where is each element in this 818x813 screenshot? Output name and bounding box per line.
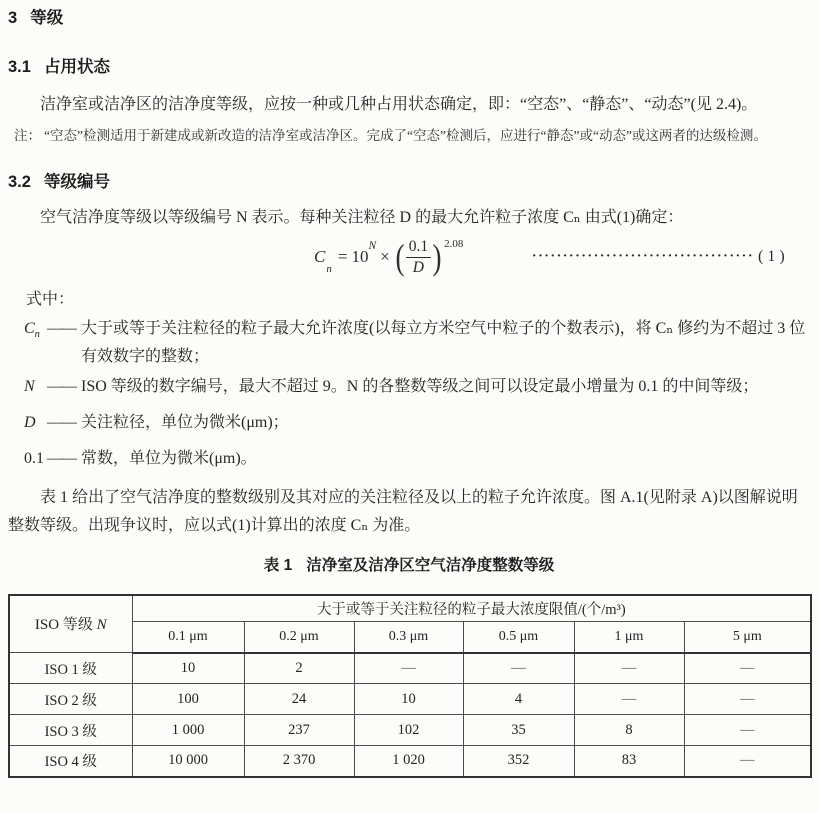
section-3-number: 3 [8,9,18,27]
particle-size-header: 0.2 μm [244,622,354,653]
definition-text: ISO 等级的数字编号，最大不超过 9。N 的各整数等级之间可以设定最小增量为 0.1 的中间等级； [81,378,759,395]
definition-text: 大于或等于关注粒径的粒子最大允许浓度(以每立方米空气中粒子的个数表示)，将 Cₙ 修约为不超过 3 位有效数字的整数； [81,320,806,365]
table-cell: 237 [244,715,354,746]
row-header: ISO 2 级 [9,684,132,715]
definition-item-D [24,409,810,443]
definition-dash: —— [47,450,75,468]
table-caption-number: 表 1 [263,556,293,574]
section-3-title: 等级 [30,9,64,27]
equation-dot-leader: ···································· [531,250,754,264]
table-cell: 102 [354,715,463,746]
eq-fraction-denominator: D [412,258,424,276]
table-cell: 100 [132,684,244,715]
table-cell: 4 [463,684,574,715]
equation-1 [8,233,810,281]
where-label: 式中： [26,291,75,308]
table-cell: — [574,653,684,684]
table-row-iso3 [9,715,811,746]
table-row-iso1 [9,653,811,684]
table-cell: 10 [132,653,244,684]
section-3-2-number: 3.2 [8,173,31,191]
particle-size-header: 0.5 μm [463,622,574,653]
concentration-limit-span-header: 大于或等于关注粒径的粒子最大浓度限值/(个/m³) [132,595,811,622]
table-cell: — [684,715,811,746]
table-cell: — [354,653,463,684]
left-paren: ( [395,237,405,277]
section-3-2-title: 等级编号 [43,173,110,191]
equation-number: ( 1 ) [758,248,785,265]
table-cell: 352 [463,746,574,777]
eq-equals-sign: = [337,247,348,266]
table-cell: 35 [463,715,574,746]
section-3-2-heading [8,172,810,192]
table-cell: 10 000 [132,746,244,777]
table-cell: 1 020 [354,746,463,777]
iso-class-column-header: ISO 等级 N [9,595,132,653]
row-header: ISO 3 级 [9,715,132,746]
definition-item-0-1 [24,445,810,479]
particle-size-header: 5 μm [684,622,811,653]
table-cell: — [684,684,811,715]
occupancy-paragraph: 洁净室或洁净区的洁净度等级，应按一种或几种占用状态确定，即：“空态”、“静态”、“动态”(见 2.4)。 [40,96,758,113]
note-label: 注： [14,128,41,143]
note-text: “空态”检测适用于新建成或新改造的洁净室或洁净区。完成了“空态”检测后，应进行“静态”或“动态”或这两者的达级检测。 [44,128,767,143]
section-3-1-number: 3.1 [8,58,31,76]
definition-text: 常数，单位为微米(μm)。 [81,450,257,468]
definition-dash: —— [47,320,75,337]
note [14,123,810,149]
table-caption [8,556,810,576]
table-row-iso4 [9,746,811,777]
table-caption-title: 洁净室及洁净区空气洁净度整数等级 [306,556,555,574]
table-cell: — [684,746,811,777]
eq-exponent-N: N [368,239,377,252]
eq-lhs-symbol: C [314,247,326,266]
equation-body [314,238,463,277]
eq-fraction-numerator: 0.1 [406,238,431,258]
row-header: ISO 1 级 [9,653,132,684]
table-cell: 24 [244,684,354,715]
eq-base-10: 10 [351,247,369,266]
definition-item-Cn [24,315,810,371]
table-cell: 10 [354,684,463,715]
definition-term: N [24,378,35,395]
definition-term: 0.1 [24,450,44,468]
particle-size-header: 1 μm [574,622,684,653]
table-cell: 8 [574,715,684,746]
table-intro-paragraph: 表 1 给出了空气洁净度的整数级别及其对应的关注粒径及以上的粒子允许浓度。图 A.1(见附录 A)以图解说明整数等级。出现争议时，应以式(1)计算出的浓度 Cₙ 为准。 [8,488,798,534]
particle-size-header: 0.3 μm [354,622,463,653]
definition-dash: —— [47,414,75,432]
definition-list [8,315,810,480]
eq-times-sign: × [380,247,390,266]
table-row-iso2 [9,684,811,715]
table-cell: — [574,684,684,715]
row-header: ISO 4 级 [9,746,132,777]
definition-item-N [24,373,810,407]
table-header-row-1 [9,595,811,622]
table-cell: — [684,653,811,684]
eq-fraction [406,238,431,277]
table-cell: — [463,653,574,684]
cleanliness-class-table [8,594,812,778]
table-cell: 1 000 [132,715,244,746]
right-paren: ) [432,237,442,277]
eq-outer-exponent: 2.08 [444,237,464,250]
section-3-1-heading [8,57,810,77]
definition-term: D [24,414,36,432]
table-cell: 2 [244,653,354,684]
definition-text: 关注粒径，单位为微米(μm)； [81,414,289,432]
table-cell: 83 [574,746,684,777]
section-3-1-title: 占用状态 [43,58,110,76]
table-cell: 2 370 [244,746,354,777]
definition-dash: —— [47,378,75,395]
definition-term: $C_n$ [24,320,40,341]
eq-lhs-subscript: n [326,262,332,275]
class-number-paragraph: 空气洁净度等级以等级编号 N 表示。每种关注粒径 D 的最大允许粒子浓度 Cₙ 由式(1)确定： [40,209,684,226]
section-3-heading [8,8,810,28]
particle-size-header: 0.1 μm [132,622,244,653]
